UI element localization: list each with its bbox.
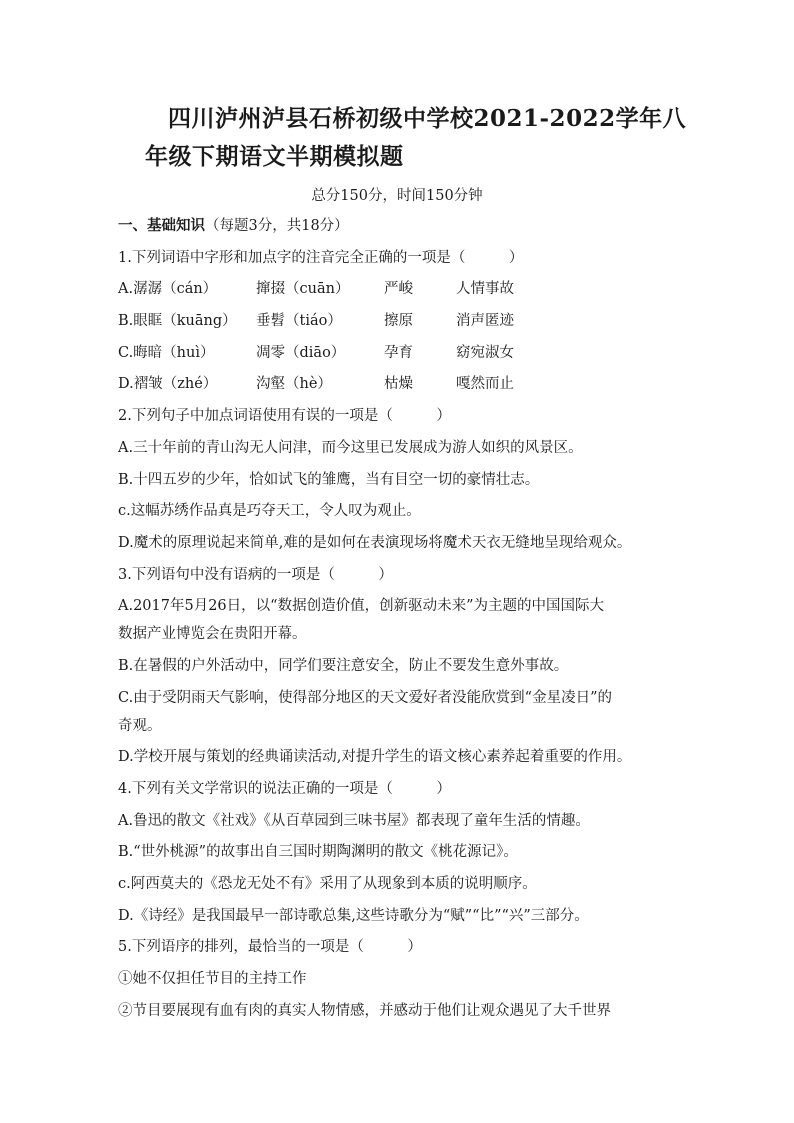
option-term: 人情事故 (456, 281, 514, 298)
option-term: 嘎然而止 (456, 376, 514, 393)
option-term: 孕育 (384, 344, 413, 361)
option-term: 沟壑（hè） (256, 376, 332, 393)
question-1-stem: 1.下列词语中字形和加点字的注音完全正确的一项是（ ） (118, 249, 524, 266)
question-2-option-c: c.这幅苏绣作品真是巧夺天工，令人叹为观止。 (118, 503, 421, 520)
option-term: 严峻 (384, 281, 413, 298)
question-1-option-d (118, 372, 688, 396)
option-term: C.晦暗（huì） (118, 344, 215, 361)
section-note: （每题3分，共18分） (205, 218, 349, 234)
option-term: A.潺潺（cán） (118, 281, 218, 298)
question-2-stem: 2.下列句子中加点词语使用有误的一项是（ ） (118, 408, 451, 425)
question-3-option-d: D.学校开展与策划的经典诵读活动,对提升学生的语文核心素养起着重要的作用。 (118, 749, 632, 766)
question-4-option-c: c.阿西莫夫的《恐龙无处不有》采用了从现象到本质的说明顺序。 (118, 876, 537, 893)
option-term: 消声匿迹 (456, 313, 514, 330)
score-time-note: 总分150分，时间150分钟 (311, 188, 483, 204)
question-4-stem: 4.下列有关文学常识的说法正确的一项是（ ） (118, 781, 451, 797)
question-1-option-c (118, 341, 688, 365)
section-heading (118, 214, 688, 238)
question-3-option-a-line-1: A.2017年5月26日，以“数据创造价值，创新驱动未来”为主题的中国国际大 (118, 598, 604, 615)
question-3-option-b: B.在暑假的户外活动中，同学们要注意安全，防止不要发生意外事故。 (118, 657, 569, 674)
option-term: 窈宛淑女 (456, 344, 514, 361)
question-4-option-a: A.鲁迅的散文《社戏》《从百草园到三味书屋》都表现了童年生活的情趣。 (118, 812, 590, 829)
section-title: 一、基础知识 (118, 217, 205, 234)
question-1-option-b (118, 309, 688, 333)
question-1-option-a (118, 277, 688, 301)
question-2-option-a: A.三十年前的青山沟无人问津，而今这里已发展成为游人如织的风景区。 (118, 439, 583, 456)
title-line-2: 年级下期语文半期模拟题 (145, 143, 404, 170)
question-body (118, 214, 688, 1031)
question-5-sentence-1: ①她不仅担任节目的主持工作 (118, 971, 307, 988)
option-term: B.眼眶（kuāng） (118, 313, 237, 330)
document-title (118, 100, 698, 176)
question-2-option-b: B.十四五岁的少年，恰如试飞的雏鹰，当有目空一切的豪情壮志。 (118, 471, 540, 488)
question-3-option-c-line-2: 奇观。 (118, 717, 162, 734)
option-term: 撺掇（cuān） (256, 281, 350, 298)
question-5-sentence-2: ②节目要展现有血有肉的真实人物情感，并感动于他们让观众遇见了大千世界 (118, 1002, 611, 1019)
question-3-stem: 3.下列语句中没有语病的一项是（ ） (118, 566, 393, 583)
question-2-option-d: D.魔术的原理说起来简单,难的是如何在表演现场将魔术天衣无缝地呈现给观众。 (118, 534, 632, 551)
option-term: 擦原 (384, 313, 413, 330)
option-term: 垂髫（tiáo） (256, 313, 342, 330)
option-term: 枯燥 (384, 376, 413, 393)
title-line-1: 四川泸州泸县石桥初级中学校2021-2022学年八 (168, 105, 687, 132)
question-4-option-d: D.《诗经》是我国最早一部诗歌总集,这些诗歌分为“赋”“比”“兴”三部分。 (118, 907, 589, 924)
option-term: 凋零（diāo） (256, 344, 346, 361)
question-5-stem: 5.下列语序的排列，最恰当的一项是（ ） (118, 939, 422, 956)
question-3-option-c-line-1: C.由于受阴雨天气影响，使得部分地区的天文爱好者没能欣赏到“金星凌日”的 (118, 689, 613, 706)
question-3-option-a-line-2: 数据产业博览会在贵阳开幕。 (118, 626, 307, 643)
option-term: D.褶皱（zhé） (118, 376, 218, 393)
question-4-option-b: B.“世外桃源”的故事出自三国时期陶渊明的散文《桃花源记》。 (118, 844, 518, 861)
